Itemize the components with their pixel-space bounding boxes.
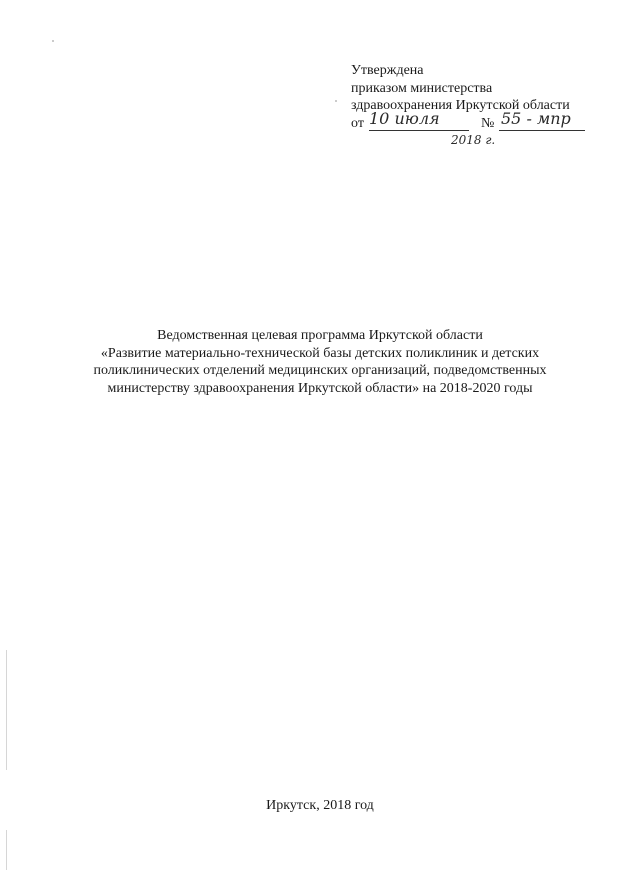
scan-margin-mark	[6, 650, 7, 770]
handwritten-date: 10 июля	[369, 108, 440, 128]
approval-order-line: приказом министерства	[351, 80, 493, 96]
approval-title: Утверждена	[351, 63, 424, 78]
number-underline	[499, 130, 585, 131]
handwritten-year: 2018 г.	[451, 133, 496, 147]
scan-speck	[52, 40, 54, 42]
title-line-2: «Развитие материально-технической базы детских поликлиник и детских	[100, 345, 540, 361]
number-label: №	[481, 115, 495, 131]
scan-speck	[335, 100, 337, 102]
approval-ministry-line: здравоохранения Иркутской области	[351, 98, 570, 113]
title-line-1: Ведомственная целевая программа Иркутской области	[157, 328, 483, 343]
program-title	[60, 327, 580, 397]
scan-margin-mark	[6, 830, 7, 870]
title-line-4: министерству здравоохранения Иркутской области» на 2018-2020 годы	[107, 380, 533, 396]
title-line-3: поликлинических отделений медицинских организаций, подведомственных	[93, 363, 547, 379]
date-underline	[369, 130, 469, 131]
approval-stamp	[351, 62, 621, 147]
place-year: Иркутск, 2018 год	[266, 798, 374, 813]
handwritten-number: 55 - мпр	[501, 108, 571, 128]
from-label: от	[351, 115, 364, 131]
